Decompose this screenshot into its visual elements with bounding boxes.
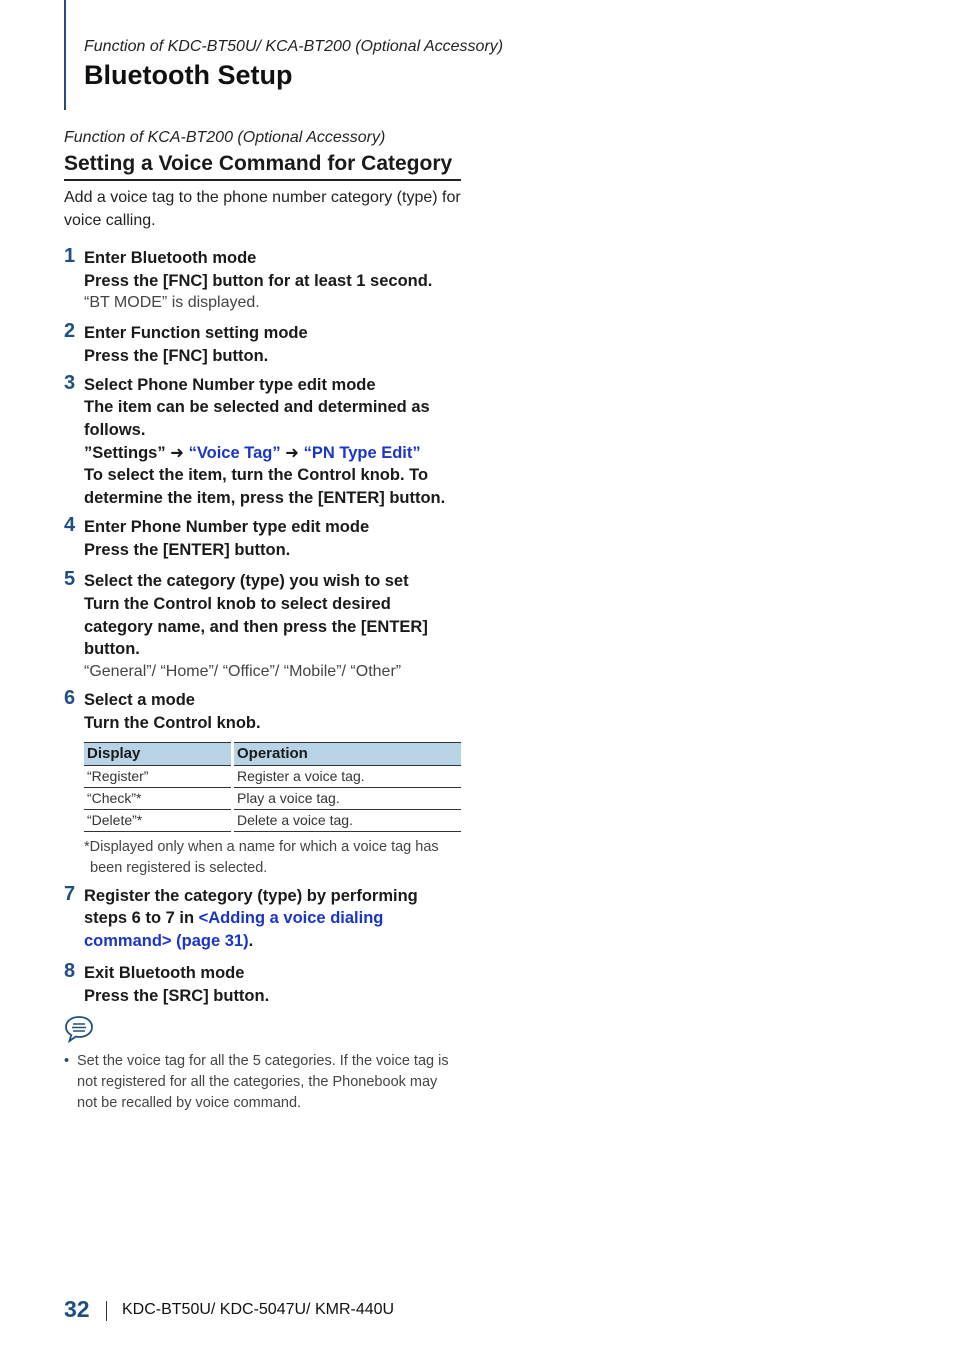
memo-bullet-text: Set the voice tag for all the 5 categories. If the voice tag is not registered for all the categories, the Phonebook may not be recalled by voice command. <box>77 1053 449 1111</box>
step-title: Enter Bluetooth mode <box>84 249 257 267</box>
footer-model: KDC-BT50U/ KDC-5047U/ KMR-440U <box>122 1301 395 1318</box>
table-cell: “Register” <box>84 765 233 787</box>
menu-path-prefix: ”Settings” ➜ <box>84 443 189 462</box>
table-cell: Register a voice tag. <box>233 765 462 787</box>
table-cell: “Delete”* <box>84 809 233 831</box>
table-cell: “Check”* <box>84 787 233 809</box>
menu-path <box>84 442 461 465</box>
header-subtitle: Function of KDC-BT50U/ KCA-BT200 (Optional Accessory) <box>84 38 504 55</box>
page-number: 32 <box>64 1296 90 1322</box>
pn-type-edit-link[interactable]: “PN Type Edit” <box>303 443 421 462</box>
step-title: Select the category (type) you wish to set <box>84 572 409 591</box>
step-title: Enter Function setting mode <box>84 324 308 343</box>
table-row <box>84 809 461 831</box>
bullet-dot: • <box>64 1053 70 1070</box>
voice-tag-link[interactable]: “Voice Tag” <box>188 443 281 462</box>
section-subtitle: Function of KCA-BT200 (Optional Accessory) <box>64 129 386 146</box>
step-number: 7 <box>64 882 76 905</box>
step-body: The item can be selected and determined as follows. <box>84 398 430 439</box>
table-cell: Play a voice tag. <box>233 787 462 809</box>
step-note: “General”/ “Home”/ “Office”/ “Mobile”/ “Other” <box>84 663 402 681</box>
step-4 <box>64 516 461 561</box>
table-row <box>84 787 461 809</box>
step-title: Select a mode <box>84 691 195 710</box>
table-header-row <box>84 742 461 765</box>
display-operation-table <box>84 742 461 832</box>
step-title <box>84 885 461 953</box>
step-7 <box>64 882 461 953</box>
step-note: “BT MODE” is displayed. <box>84 294 260 312</box>
table-header-display: Display <box>84 742 233 765</box>
step-number: 2 <box>64 320 76 343</box>
memo-bullet <box>64 1051 461 1113</box>
step-body: Press the [SRC] button. <box>84 986 270 1005</box>
step-number: 3 <box>64 371 76 394</box>
step-2 <box>64 322 461 367</box>
main-column <box>64 127 461 1114</box>
menu-path-arrow: ➜ <box>280 443 304 462</box>
step-number: 1 <box>64 245 76 267</box>
footer-divider <box>106 1301 107 1321</box>
step-body-2: To select the item, turn the Control knob. To determine the item, press the [ENTER] button. <box>84 466 446 508</box>
step-number: 6 <box>64 687 76 710</box>
header-accent-bar <box>64 0 66 110</box>
step-body: Press the [FNC] button. <box>84 346 269 365</box>
step-8 <box>64 962 461 1007</box>
table-row <box>84 765 461 787</box>
step-6 <box>64 689 461 878</box>
step-title-end: . <box>248 931 254 950</box>
memo-speech-icon <box>64 1015 94 1043</box>
table-header-operation: Operation <box>233 742 462 765</box>
step-number: 5 <box>64 568 76 591</box>
page-title: Bluetooth Setup <box>84 60 293 90</box>
step-title: Select Phone Number type edit mode <box>84 375 376 394</box>
step-1 <box>64 247 461 314</box>
step-number: 8 <box>64 960 76 983</box>
step-body: Turn the Control knob. <box>84 713 261 732</box>
step-body: Press the [ENTER] button. <box>84 540 291 559</box>
section-title: Setting a Voice Command for Category <box>64 150 461 181</box>
step-body: Press the [FNC] button for at least 1 second. <box>84 271 433 290</box>
adding-voice-dialing-link[interactable]: <Adding a voice dialing command> (page 31) <box>84 909 384 950</box>
step-body: Turn the Control knob to select desired category name, and then press the [ENTER] button. <box>84 594 428 659</box>
step-title-text: Register the category (type) by performing steps 6 to 7 in <box>84 886 418 928</box>
table-footnote: *Displayed only when a name for which a voice tag has been registered is selected. <box>84 838 439 876</box>
table-cell: Delete a voice tag. <box>233 809 462 831</box>
step-number: 4 <box>64 514 76 537</box>
step-title: Enter Phone Number type edit mode <box>84 518 370 537</box>
step-title: Exit Bluetooth mode <box>84 964 245 983</box>
step-5 <box>64 570 461 683</box>
step-3 <box>64 371 461 510</box>
section-intro: Add a voice tag to the phone number category (type) for voice calling. <box>64 189 461 229</box>
